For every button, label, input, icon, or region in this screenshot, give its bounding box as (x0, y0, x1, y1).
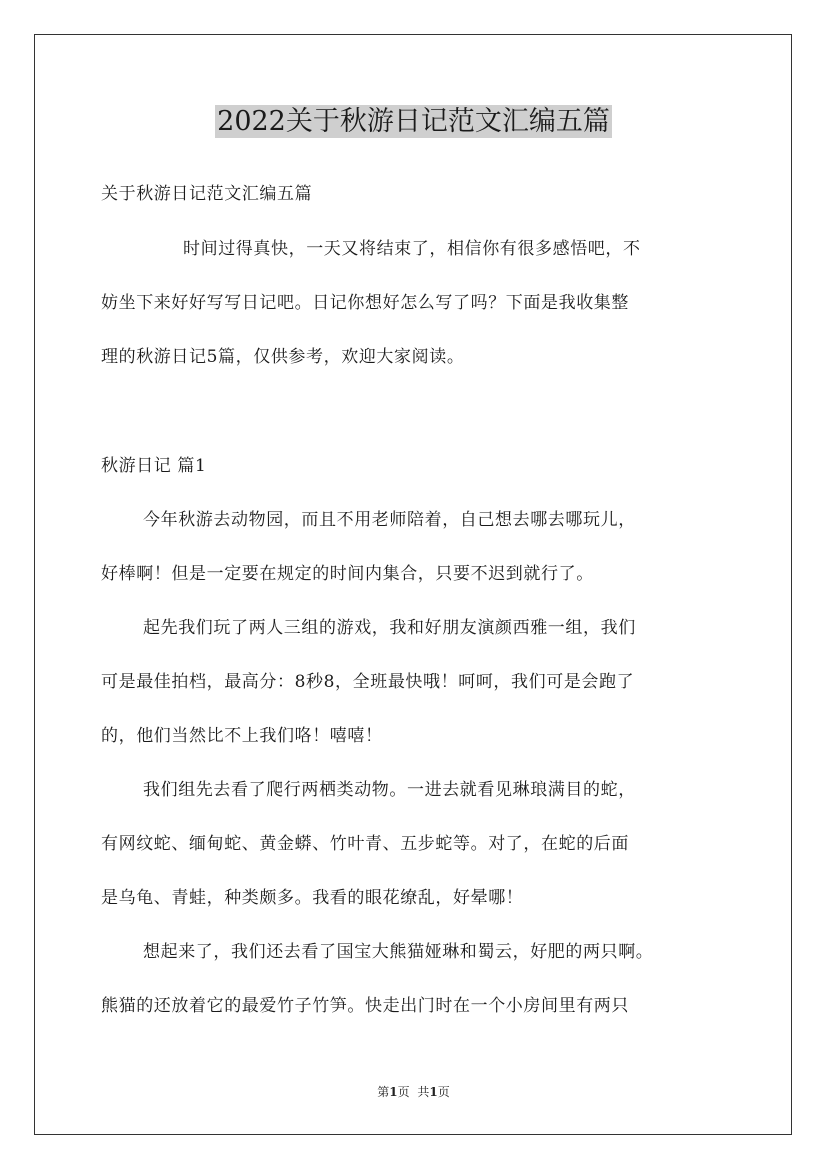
intro-line: 理的秋游日记5篇，仅供参考，欢迎大家阅读。 (101, 347, 465, 367)
document-subtitle: 关于秋游日记范文汇编五篇 (101, 184, 313, 204)
body-line: 可是最佳拍档，最高分：8秒8，全班最快哦！呵呵，我们可是会跑了 (101, 672, 635, 692)
section-heading: 秋游日记 篇1 (101, 456, 207, 476)
body-line: 今年秋游去动物园，而且不用老师陪着，自己想去哪去哪玩儿， (143, 510, 636, 530)
document-title (0, 103, 827, 141)
body-line: 我们组先去看了爬行两栖类动物。一进去就看见琳琅满目的蛇， (143, 780, 636, 800)
body-line: 的，他们当然比不上我们咯！嘻嘻！ (101, 726, 383, 746)
footer-total-number: 1 (429, 1085, 438, 1099)
footer-page-number: 1 (389, 1085, 398, 1099)
body-line: 起先我们玩了两人三组的游戏，我和好朋友演颜西雅一组，我们 (143, 618, 636, 638)
footer-page-suffix: 页 (397, 1085, 410, 1099)
body-line: 好棒啊！但是一定要在规定的时间内集合，只要不迟到就行了。 (101, 564, 594, 584)
body-line: 想起来了，我们还去看了国宝大熊猫娅琳和蜀云，好肥的两只啊。 (143, 942, 654, 962)
document-title-text: 2022关于秋游日记范文汇编五篇 (217, 106, 610, 137)
body-line: 熊猫的还放着它的最爱竹子竹笋。快走出门时在一个小房间里有两只 (101, 996, 629, 1016)
intro-line: 时间过得真快，一天又将结束了，相信你有很多感悟吧，不 (183, 239, 641, 259)
body-line: 是乌龟、青蛙，种类颇多。我看的眼花缭乱，好晕哪！ (101, 888, 524, 908)
page-footer (0, 1084, 827, 1100)
footer-total-suffix: 页 (437, 1085, 450, 1099)
footer-page-prefix: 第 (377, 1085, 390, 1099)
body-line: 有网纹蛇、缅甸蛇、黄金蟒、竹叶青、五步蛇等。对了，在蛇的后面 (101, 834, 629, 854)
intro-line: 妨坐下来好好写写日记吧。日记你想好怎么写了吗？下面是我收集整 (101, 293, 629, 313)
footer-total-prefix: 共 (417, 1085, 430, 1099)
